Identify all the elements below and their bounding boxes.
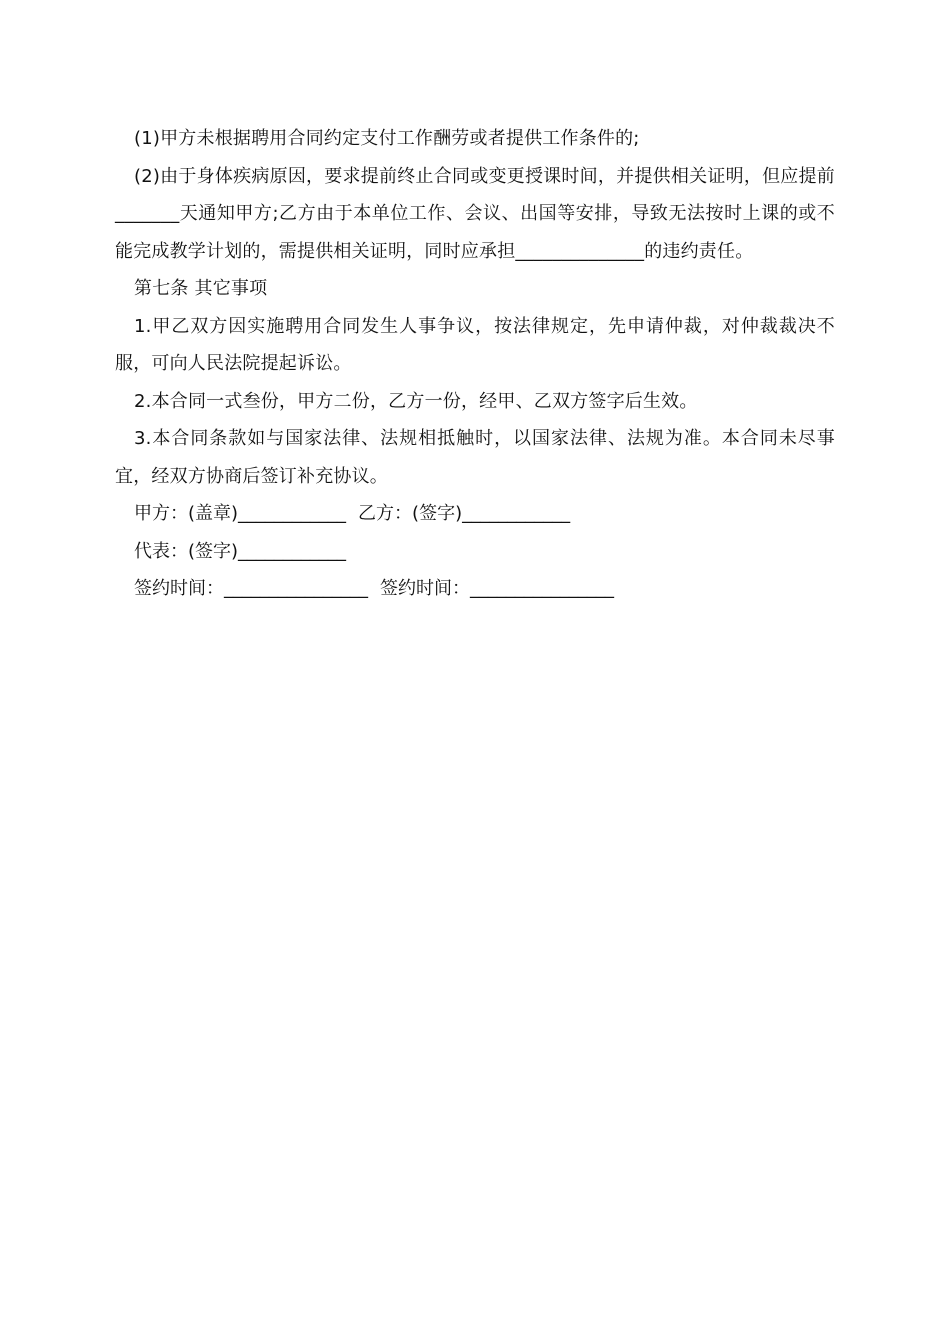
signature-row-dates bbox=[115, 570, 835, 608]
clause6-item1: (1)甲方未根据聘用合同约定支付工作酬劳或者提供工作条件的; bbox=[134, 128, 640, 149]
clause7-title: 第七条 其它事项 bbox=[134, 278, 268, 299]
clause7-item3: 3.本合同条款如与国家法律、法规相抵触时，以国家法律、法规为准。本合同未尽事宜，经双方协商后签订补充协议。 bbox=[115, 428, 835, 487]
clause7-item2: 2.本合同一式叁份，甲方二份，乙方一份，经甲、乙双方签字后生效。 bbox=[134, 390, 698, 412]
party-b-signature: 乙方：(签字)____________ bbox=[358, 503, 571, 524]
party-a-signature: 甲方：(盖章)____________ bbox=[134, 503, 347, 524]
signature-row-parties bbox=[115, 495, 835, 533]
sign-time-b: 签约时间：________________ bbox=[380, 578, 614, 599]
document-body bbox=[115, 120, 835, 608]
clause7-item1: 1.甲乙双方因实施聘用合同发生人事争议，按法律规定，先申请仲裁，对仲裁裁决不服，可向人民法院提起诉讼。 bbox=[115, 315, 835, 374]
signature-row-representative bbox=[115, 533, 835, 571]
sign-time-a: 签约时间：________________ bbox=[134, 578, 368, 599]
clause6-item2: (2)由于身体疾病原因，要求提前终止合同或变更授课时间，并提供相关证明，但应提前_______天通知甲方;乙方由于本单位工作、会议、出国等安排，导致无法按时上课的或不能完成教学计划的，需提供相关证明，同时应承担______________的违约责任。 bbox=[115, 165, 835, 262]
representative-signature: 代表：(签字)____________ bbox=[134, 540, 347, 562]
